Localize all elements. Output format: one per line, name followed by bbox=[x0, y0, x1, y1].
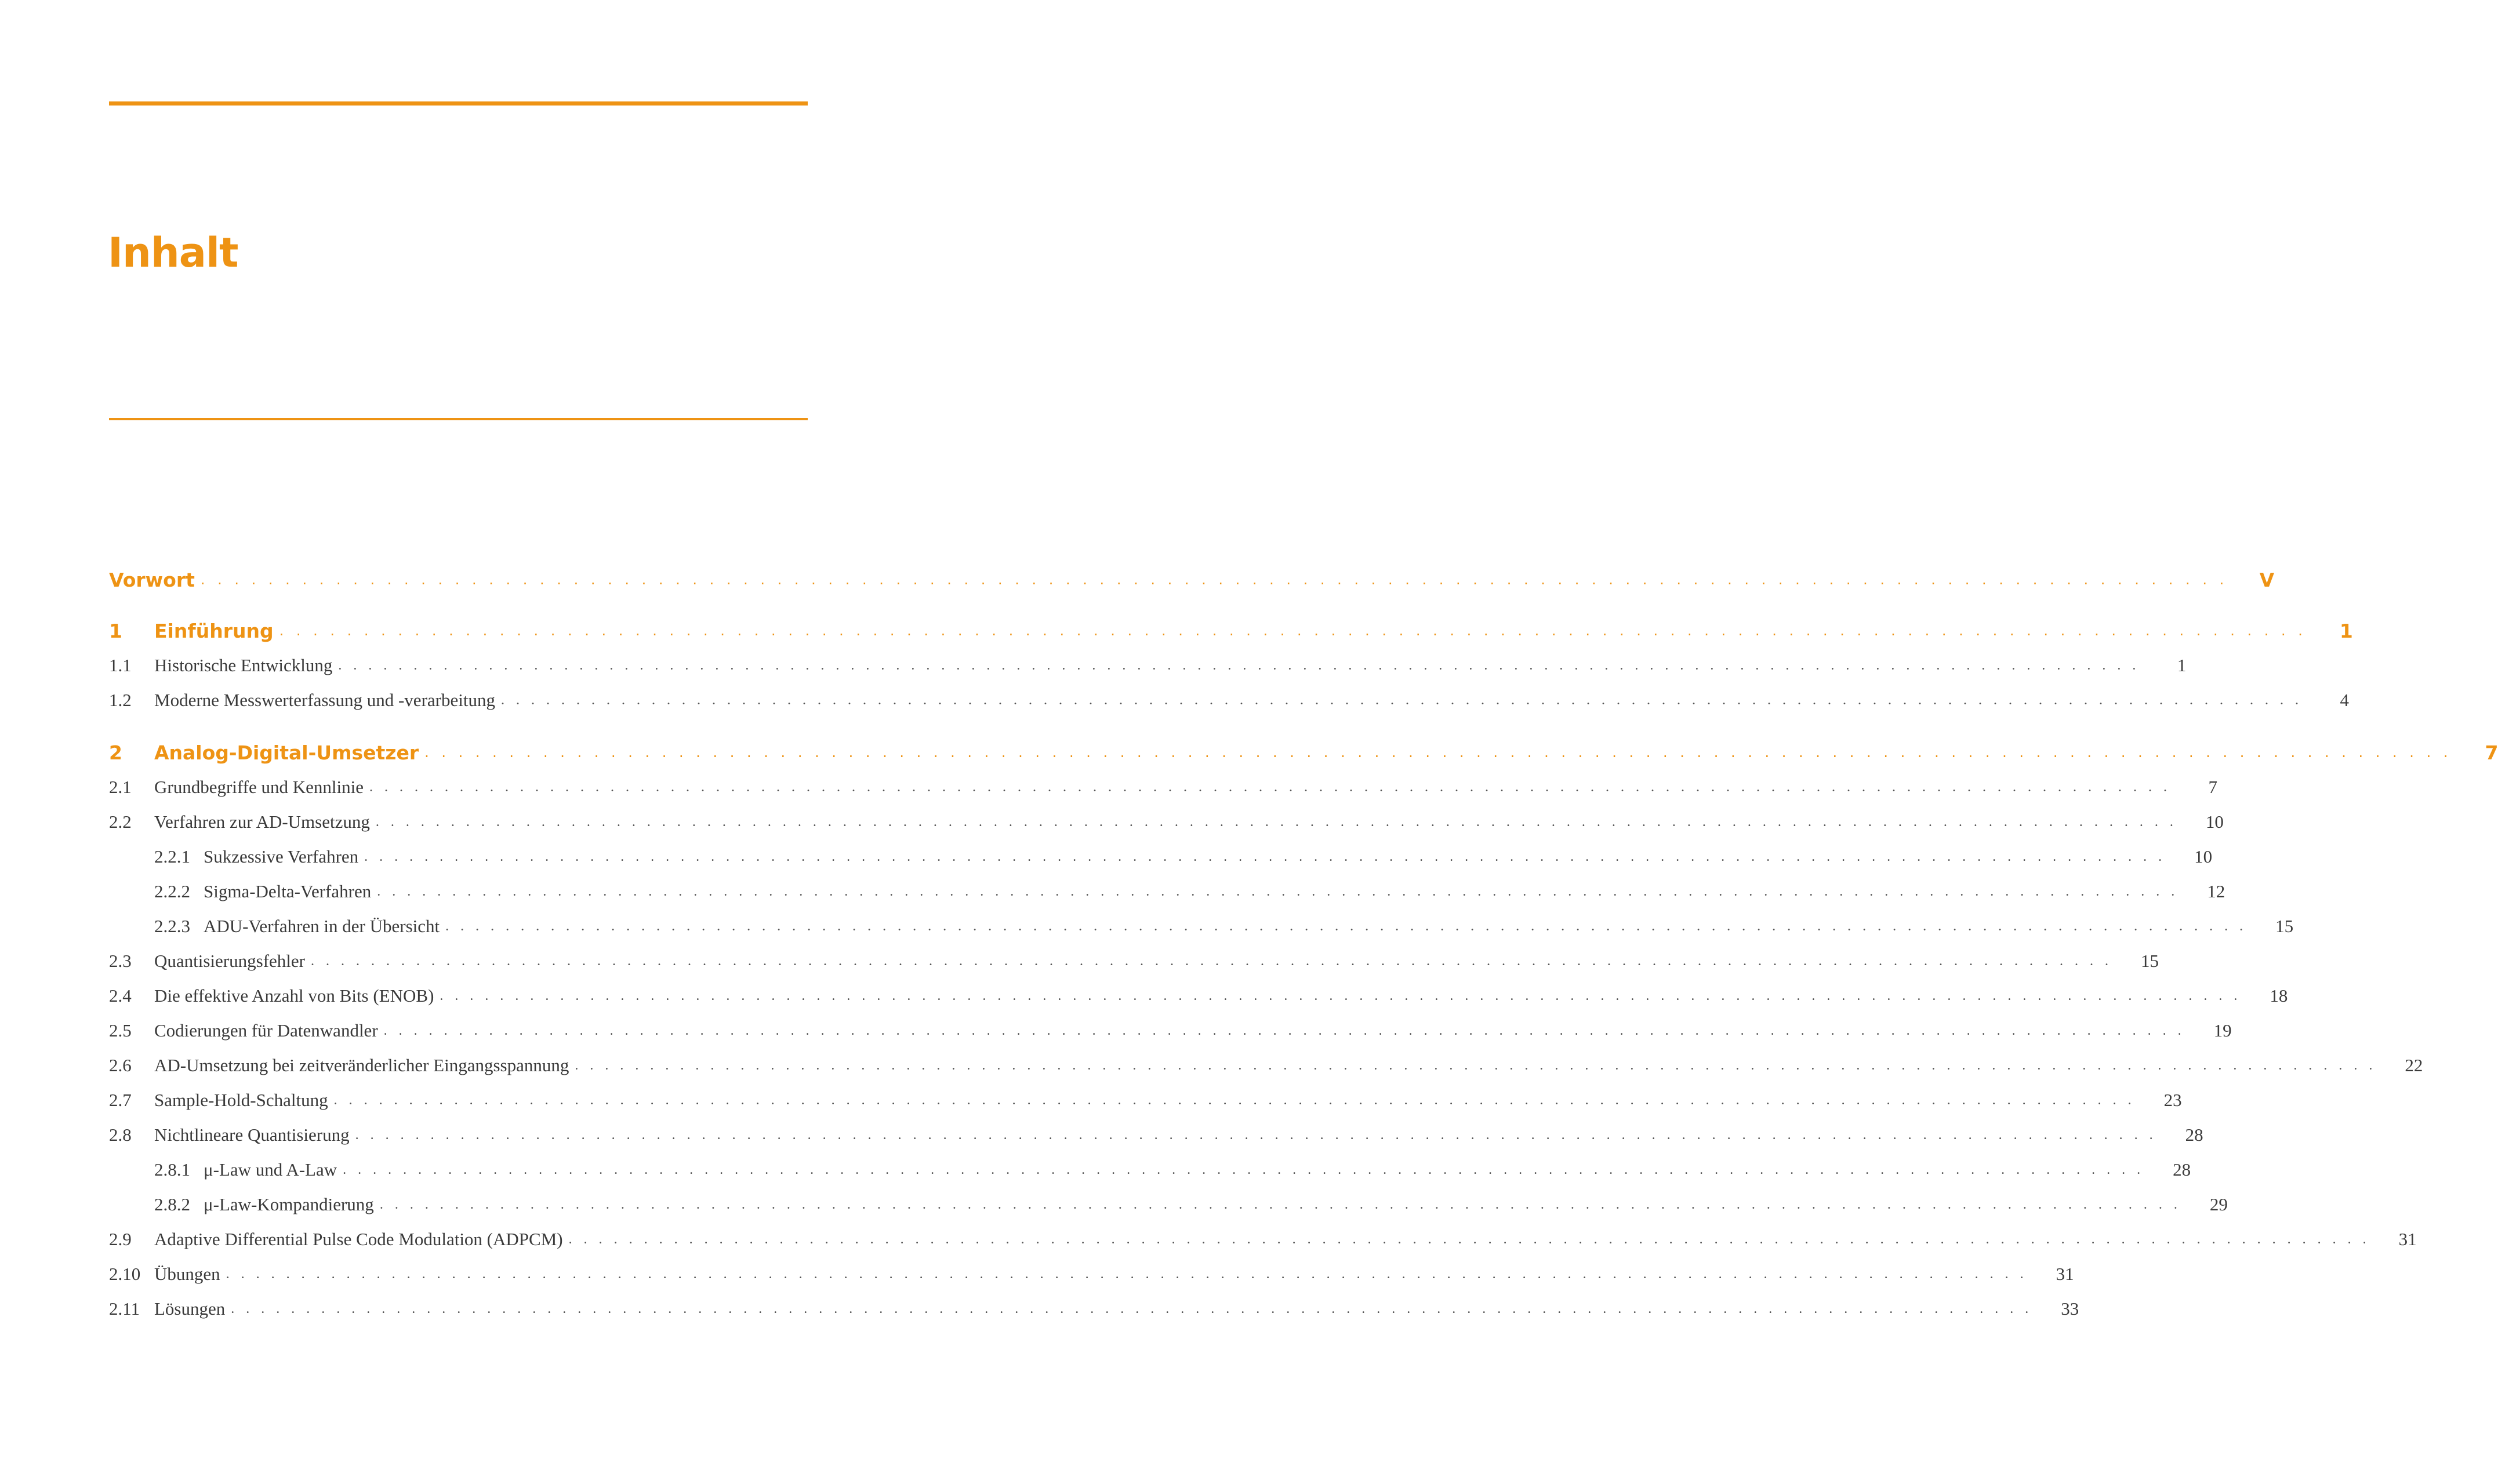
toc-entry-number: 2.2 bbox=[109, 812, 132, 832]
toc-entry bbox=[109, 1013, 2232, 1048]
toc-dot-leader: . . . . . . . . . . . . . . . . . . . . . . . . . . . . . . . . . . . . . . . . . . . . . . . . . . . . . . . . . . . . . . . . . . . . . . . . . . . . . . . . . . . . . . . . . . . . . . . . . . . . . . . . . . . . . . . . . . . . . . . . bbox=[231, 1301, 2033, 1316]
toc-entry-page: 28 bbox=[2173, 1159, 2191, 1180]
toc-entry-title: ADU-Verfahren in der Übersicht bbox=[204, 916, 440, 936]
toc-entry-title: Übungen bbox=[154, 1264, 220, 1284]
toc-entry bbox=[109, 562, 2275, 597]
toc-entry bbox=[109, 944, 2159, 979]
toc-entry bbox=[109, 979, 2288, 1013]
toc-entry-page: 29 bbox=[2209, 1194, 2228, 1214]
toc-entry-number: 2.3 bbox=[109, 951, 132, 971]
toc-entry-number: 1 bbox=[109, 619, 122, 642]
toc-entry-number: 2.2.2 bbox=[154, 881, 190, 901]
toc-entry-number: 2.4 bbox=[109, 985, 132, 1006]
toc-entry bbox=[109, 1257, 2074, 1292]
toc-entry bbox=[109, 683, 2349, 718]
toc-entry-number: 2.9 bbox=[109, 1229, 132, 1249]
toc-entry-page: 15 bbox=[2275, 916, 2294, 936]
toc-entry-number: 2.11 bbox=[109, 1298, 140, 1319]
toc-entry-page: 1 bbox=[2339, 619, 2353, 642]
toc-dot-leader: . . . . . . . . . . . . . . . . . . . . . . . . . . . . . . . . . . . . . . . . . . . . . . . . . . . . . . . . . . . . . . . . . . . . . . . . . . . . . . . . . . . . . . . . . . . . . . . . . . . . . . . . . . . . . . . . . . . . . . . . bbox=[226, 1266, 2028, 1282]
toc-entry-title: Grundbegriffe und Kennlinie bbox=[154, 777, 364, 797]
toc-entry-number: 2.10 bbox=[109, 1264, 141, 1284]
toc-entry bbox=[154, 874, 2225, 909]
toc-entry bbox=[109, 1292, 2079, 1326]
toc-entry-page: 28 bbox=[2185, 1125, 2203, 1145]
toc-entry-title: Historische Entwicklung bbox=[154, 655, 333, 675]
toc-entry bbox=[109, 648, 2187, 683]
toc-dot-leader: . . . . . . . . . . . . . . . . . . . . . . . . . . . . . . . . . . . . . . . . . . . . . . . . . . . . . . . . . . . . . . . . . . . . . . . . . . . . . . . . . . . . . . . . . . . . . . . . . . . . . . . . . . . . . . . . . . . . . . . . bbox=[500, 692, 2303, 708]
toc-entry-page: 10 bbox=[2205, 812, 2224, 832]
toc-entry-title: Sukzessive Verfahren bbox=[204, 846, 359, 867]
toc-entry bbox=[154, 1152, 2191, 1187]
toc-entry-number: 1.2 bbox=[109, 690, 132, 710]
toc-entry-title: Einführung bbox=[154, 619, 274, 642]
toc-entry-page: 31 bbox=[2398, 1229, 2417, 1249]
toc-dot-leader: . . . . . . . . . . . . . . . . . . . . . . . . . . . . . . . . . . . . . . . . . . . . . . . . . . . . . . . . . . . . . . . . . . . . . . . . . . . . . . . . . . . . . . . . . . . . . . . . . . . . . . . . . . . . . . . . . . . . . . . . bbox=[575, 1057, 2377, 1073]
toc-entry bbox=[109, 1118, 2203, 1152]
toc-entry-number: 2.8.1 bbox=[154, 1159, 190, 1180]
page-title: Inhalt bbox=[108, 229, 238, 277]
top-rule bbox=[109, 101, 808, 106]
toc-entry-page: 12 bbox=[2207, 881, 2225, 901]
toc-entry-title: Analog-Digital-Umsetzer bbox=[154, 741, 419, 764]
toc-entry-page: 33 bbox=[2061, 1298, 2079, 1319]
toc-entry-title: Die effektive Anzahl von Bits (ENOB) bbox=[154, 985, 434, 1006]
toc-entry-title: AD-Umsetzung bei zeitveränderlicher Eingangsspannung bbox=[154, 1055, 569, 1075]
toc-entry-title: Nichtlineare Quantisierung bbox=[154, 1125, 350, 1145]
toc-dot-leader: . . . . . . . . . . . . . . . . . . . . . . . . . . . . . . . . . . . . . . . . . . . . . . . . . . . . . . . . . . . . . . . . . . . . . . . . . . . . . . . . . . . . . . . . . . . . . . . . . . . . . . . . . . . . . . . . . . . . . . . . bbox=[377, 883, 2179, 899]
toc-entry-page: 15 bbox=[2140, 951, 2159, 971]
toc-entry-title: Vorwort bbox=[109, 568, 195, 591]
toc-entry-number: 2.6 bbox=[109, 1055, 132, 1075]
toc-dot-leader: . . . . . . . . . . . . . . . . . . . . . . . . . . . . . . . . . . . . . . . . . . . . . . . . . . . . . . . . . . . . . . . . . . . . . . . . . . . . . . . . . . . . . . . . . . . . . . . . . . . . . . . . . . . . . . . . . . . . . . . . bbox=[310, 953, 2112, 969]
toc-entry-title: Verfahren zur AD-Umsetzung bbox=[154, 812, 370, 832]
toc-dot-leader: . . . . . . . . . . . . . . . . . . . . . . . . . . . . . . . . . . . . . . . . . . . . . . . . . . . . . . . . . . . . . . . . . . . . . . . . . . . . . . . . . . . . . . . . . . . . . . . . . . . . . . . . . . . . . . . . . . . . . . . . bbox=[333, 1092, 2136, 1108]
toc-entry-title: μ-Law und A-Law bbox=[204, 1159, 337, 1180]
title-underline-rule bbox=[109, 418, 808, 420]
toc-entry bbox=[109, 805, 2224, 839]
toc-entry bbox=[154, 909, 2294, 944]
toc-entry-title: Codierungen für Datenwandler bbox=[154, 1020, 378, 1041]
toc-dot-leader: . . . . . . . . . . . . . . . . . . . . . . . . . . . . . . . . . . . . . . . . . . . . . . . . . . . . . . . . . . . . . . . . . . . . . . . . . . . . . . . . . . . . . . . . . . . . . . . . . . . . . . . . . . . . . . . . . . . . . . . . bbox=[445, 918, 2248, 934]
toc-dot-leader: . . . . . . . . . . . . . . . . . . . . . . . . . . . . . . . . . . . . . . . . . . . . . . . . . . . . . . . . . . . . . . . . . . . . . . . . . . . . . . . . . . . . . . . . . . . . . . . . . . . . . . . . . . . . . . . . . . . . . . . . bbox=[279, 623, 2307, 639]
toc-dot-leader: . . . . . . . . . . . . . . . . . . . . . . . . . . . . . . . . . . . . . . . . . . . . . . . . . . . . . . . . . . . . . . . . . . . . . . . . . . . . . . . . . . . . . . . . . . . . . . . . . . . . . . . . . . . . . . . . . . . . . . . . bbox=[379, 1196, 2181, 1212]
toc-entry-page: 7 bbox=[2485, 741, 2498, 764]
toc-entry-title: Lösungen bbox=[154, 1298, 226, 1319]
toc-entry-title: Adaptive Differential Pulse Code Modulation (ADPCM) bbox=[154, 1229, 563, 1249]
toc-entry-page: 31 bbox=[2056, 1264, 2074, 1284]
toc-dot-leader: . . . . . . . . . . . . . . . . . . . . . . . . . . . . . . . . . . . . . . . . . . . . . . . . . . . . . . . . . . . . . . . . . . . . . . . . . . . . . . . . . . . . . . . . . . . . . . . . . . . . . . . . . . . . . . . . . . . . . . . . bbox=[375, 814, 2177, 830]
toc-entry bbox=[154, 1187, 2228, 1222]
toc-entry-number: 2.7 bbox=[109, 1090, 132, 1110]
toc-entry-page: 23 bbox=[2163, 1090, 2182, 1110]
toc-entry-page: 22 bbox=[2405, 1055, 2423, 1075]
toc-entry bbox=[109, 1048, 2423, 1083]
toc-entry-number: 2.2.3 bbox=[154, 916, 190, 936]
toc-dot-leader: . . . . . . . . . . . . . . . . . . . . . . . . . . . . . . . . . . . . . . . . . . . . . . . . . . . . . . . . . . . . . . . . . . . . . . . . . . . . . . . . . . . . . . . . . . . . . . . . . . . . . . . . . . . . . . . . . . . . . . . . bbox=[440, 988, 2242, 1003]
toc-entry bbox=[109, 735, 2498, 770]
toc-entry-number: 1.1 bbox=[109, 655, 132, 675]
toc-entry-page: 7 bbox=[2208, 777, 2217, 797]
toc-dot-leader: . . . . . . . . . . . . . . . . . . . . . . . . . . . . . . . . . . . . . . . . . . . . . . . . . . . . . . . . . . . . . . . . . . . . . . . . . . . . . . . . . . . . . . . . . . . . . . . . . . . . . . . . . . . . . . . . . . . . . . . . bbox=[355, 1127, 2157, 1143]
toc-dot-leader: . . . . . . . . . . . . . . . . . . . . . . . . . . . . . . . . . . . . . . . . . . . . . . . . . . . . . . . . . . . . . . . . . . . . . . . . . . . . . . . . . . . . . . . . . . . . . . . . . . . . . . . . . . . . . . . . . . . . . . . . bbox=[200, 572, 2228, 588]
toc-entry-title: Sigma-Delta-Verfahren bbox=[204, 881, 372, 901]
toc-entry-page: V bbox=[2259, 568, 2275, 591]
toc-entry-page: 19 bbox=[2213, 1020, 2232, 1041]
toc-entry-title: μ-Law-Kompandierung bbox=[204, 1194, 374, 1214]
toc-dot-leader: . . . . . . . . . . . . . . . . . . . . . . . . . . . . . . . . . . . . . . . . . . . . . . . . . . . . . . . . . . . . . . . . . . . . . . . . . . . . . . . . . . . . . . . . . . . . . . . . . . . . . . . . . . . . . . . . . . . . . . . . bbox=[369, 779, 2171, 795]
toc-entry-title: Moderne Messwerterfassung und -verarbeitung bbox=[154, 690, 495, 710]
toc-entry bbox=[109, 770, 2217, 805]
toc-entry bbox=[109, 1222, 2417, 1257]
toc-entry-number: 2.5 bbox=[109, 1020, 132, 1041]
toc-entry-number: 2.1 bbox=[109, 777, 132, 797]
toc-entry-number: 2.8.2 bbox=[154, 1194, 190, 1214]
toc-entry-number: 2.2.1 bbox=[154, 846, 190, 867]
toc-entry bbox=[154, 839, 2213, 874]
toc-entry-page: 4 bbox=[2340, 690, 2349, 710]
toc-dot-leader: . . . . . . . . . . . . . . . . . . . . . . . . . . . . . . . . . . . . . . . . . . . . . . . . . . . . . . . . . . . . . . . . . . . . . . . . . . . . . . . . . . . . . . . . . . . . . . . . . . . . . . . . . . . . . . . . . . . . . . . . bbox=[343, 1162, 2145, 1177]
toc-dot-leader: . . . . . . . . . . . . . . . . . . . . . . . . . . . . . . . . . . . . . . . . . . . . . . . . . . . . . . . . . . . . . . . . . . . . . . . . . . . . . . . . . . . . . . . . . . . . . . . . . . . . . . . . . . . . . . . . . . . . . . . . bbox=[364, 849, 2166, 864]
toc-dot-leader: . . . . . . . . . . . . . . . . . . . . . . . . . . . . . . . . . . . . . . . . . . . . . . . . . . . . . . . . . . . . . . . . . . . . . . . . . . . . . . . . . . . . . . . . . . . . . . . . . . . . . . . . . . . . . . . . . . . . . . . . bbox=[424, 744, 2452, 761]
toc-entry-title: Quantisierungsfehler bbox=[154, 951, 305, 971]
toc-entry-title: Sample-Hold-Schaltung bbox=[154, 1090, 328, 1110]
toc-dot-leader: . . . . . . . . . . . . . . . . . . . . . . . . . . . . . . . . . . . . . . . . . . . . . . . . . . . . . . . . . . . . . . . . . . . . . . . . . . . . . . . . . . . . . . . . . . . . . . . . . . . . . . . . . . . . . . . . . . . . . . . . bbox=[338, 657, 2140, 673]
toc-entry-number: 2 bbox=[109, 741, 122, 764]
toc-entry bbox=[109, 1083, 2182, 1118]
toc-dot-leader: . . . . . . . . . . . . . . . . . . . . . . . . . . . . . . . . . . . . . . . . . . . . . . . . . . . . . . . . . . . . . . . . . . . . . . . . . . . . . . . . . . . . . . . . . . . . . . . . . . . . . . . . . . . . . . . . . . . . . . . . bbox=[568, 1231, 2370, 1247]
toc-entry-page: 10 bbox=[2194, 846, 2213, 867]
toc-entry-number: 2.8 bbox=[109, 1125, 132, 1145]
toc-entry bbox=[109, 613, 2353, 648]
toc-dot-leader: . . . . . . . . . . . . . . . . . . . . . . . . . . . . . . . . . . . . . . . . . . . . . . . . . . . . . . . . . . . . . . . . . . . . . . . . . . . . . . . . . . . . . . . . . . . . . . . . . . . . . . . . . . . . . . . . . . . . . . . . bbox=[383, 1023, 2185, 1038]
toc-entry-page: 1 bbox=[2177, 655, 2187, 675]
toc-entry-page: 18 bbox=[2270, 985, 2288, 1006]
